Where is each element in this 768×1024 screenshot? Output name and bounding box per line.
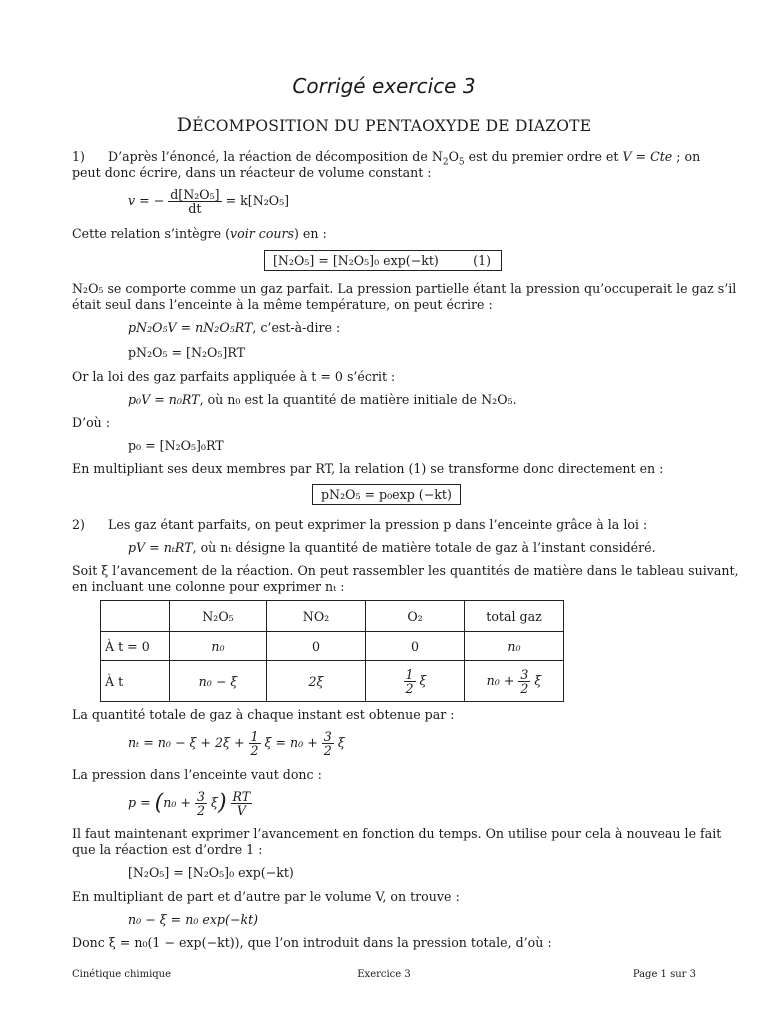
multiply-text: En multipliant ses deux membres par RT, la relation (1) se transforme donc directement en :: [72, 461, 664, 476]
equation-p0: p₀ = [N₂O₅]₀RT: [128, 438, 224, 453]
table-header-total: total gaz: [465, 601, 564, 632]
advance-line2: en incluant une colonne pour exprimer nₜ :: [72, 579, 345, 594]
table-cell: À t: [101, 661, 170, 702]
table-header-n2o5: N₂O₅: [170, 601, 267, 632]
table-cell: 2ξ: [267, 661, 366, 702]
table-cell: n₀ + $\frac{3}{2}$ ξ: [465, 661, 564, 702]
advance-line1: Soit ξ l’avancement de la réaction. On peut rassembler les quantités de matière dans le tableau suivant,: [72, 563, 739, 578]
table-header-no2: NO₂: [267, 601, 366, 632]
equation-nt: nₜ = n₀ − ξ + 2ξ + $\frac{1}{2}$ ξ = n₀ + $\frac{3}{2}$ ξ: [128, 729, 345, 758]
subtitle-initial: D: [176, 114, 193, 136]
equation-pressure: p = (n₀ + $\frac{3}{2}$ ξ) $\frac{RT}{V}$: [128, 789, 251, 818]
quantities-table: [100, 600, 564, 702]
footer-left: Cinétique chimique: [72, 969, 172, 980]
dou-text: D’où :: [72, 415, 111, 430]
law-t0-text: Or la loi des gaz parfaits appliquée à t = 0 s’écrit :: [72, 369, 396, 384]
table-cell: n₀: [170, 632, 267, 661]
equation-concentration: [N₂O₅] = [N₂O₅]₀ exp(−kt): [128, 865, 294, 880]
boxed-equation-1: [N₂O₅] = [N₂O₅]₀ exp(−kt) (1): [264, 250, 502, 271]
perfect-gas-line1: N₂O₅ se comporte comme un gaz parfait. La pression partielle étant la pression qu’occuperait le gaz s’il: [72, 281, 737, 296]
page-title: Corrigé exercice 3: [292, 74, 476, 98]
integrate-text: Cette relation s’intègre (voir cours) en :: [72, 226, 327, 241]
table-cell: 0: [267, 632, 366, 661]
section2-intro: Les gaz étant parfaits, on peut exprimer la pression p dans l’enceinte grâce à la loi :: [108, 517, 648, 532]
equation-n0: n₀ − ξ = n₀ exp(−kt): [128, 912, 259, 927]
table-row: [101, 661, 564, 702]
table-cell: n₀ − ξ: [170, 661, 267, 702]
boxed-equation-2: pN₂O₅ = p₀exp (−kt): [312, 484, 461, 505]
table-cell: 0: [366, 632, 465, 661]
rate-equation: v = − $\frac{\text{d[N₂O₅]}}{dt}$ = k[N₂O₅]: [128, 187, 290, 216]
section1-intro-line2: peut donc écrire, dans un réacteur de volume constant :: [72, 165, 432, 180]
order-line1: Il faut maintenant exprimer l’avancement en fonction du temps. On utilise pour cela à nouveau le fait: [72, 826, 722, 841]
equation-pv-total: pV = nₜRT, où nₜ désigne la quantité de matière totale de gaz à l’instant considéré.: [128, 540, 656, 555]
order-line2: que la réaction est d’ordre 1 :: [72, 842, 263, 857]
table-cell: n₀: [465, 632, 564, 661]
equation-pv-partial: pN₂O₅V = nN₂O₅RT, c’est-à-dire :: [128, 320, 341, 335]
page-subtitle: [0, 114, 768, 136]
equation-p0v: p₀V = n₀RT, où n₀ est la quantité de matière initiale de N₂O₅.: [128, 392, 517, 407]
section1-intro: D’après l’énoncé, la réaction de décomposition de $N_2O_5$ est du premier ordre et V = Cte ; on: [108, 149, 701, 168]
footer-page-number: Page 1 sur 3: [632, 969, 696, 980]
section1-number: 1): [72, 149, 85, 164]
volume-text: En multipliant de part et d’autre par le volume V, on trouve :: [72, 889, 460, 904]
table-cell: À t = 0: [101, 632, 170, 661]
section2-number: 2): [72, 517, 85, 532]
table-header-o2: O₂: [366, 601, 465, 632]
subtitle-rest: ÉCOMPOSITION DU PENTAOXYDE DE DIAZOTE: [192, 117, 592, 135]
table-cell: [101, 601, 170, 632]
table-row: [101, 632, 564, 661]
final-text: Donc ξ = n₀(1 − exp(−kt)), que l’on introduit dans la pression totale, d’où :: [72, 935, 552, 950]
pressure-text: La pression dans l’enceinte vaut donc :: [72, 767, 322, 782]
perfect-gas-line2: était seul dans l’enceinte à la même température, on peut écrire :: [72, 297, 493, 312]
table-cell: $\frac{1}{2}$ ξ: [366, 661, 465, 702]
equation-p-concentration: pN₂O₅ = [N₂O₅]RT: [128, 345, 245, 360]
table-header-row: [101, 601, 564, 632]
total-gas-text: La quantité totale de gaz à chaque instant est obtenue par :: [72, 707, 455, 722]
footer-center: Exercice 3: [357, 969, 411, 980]
